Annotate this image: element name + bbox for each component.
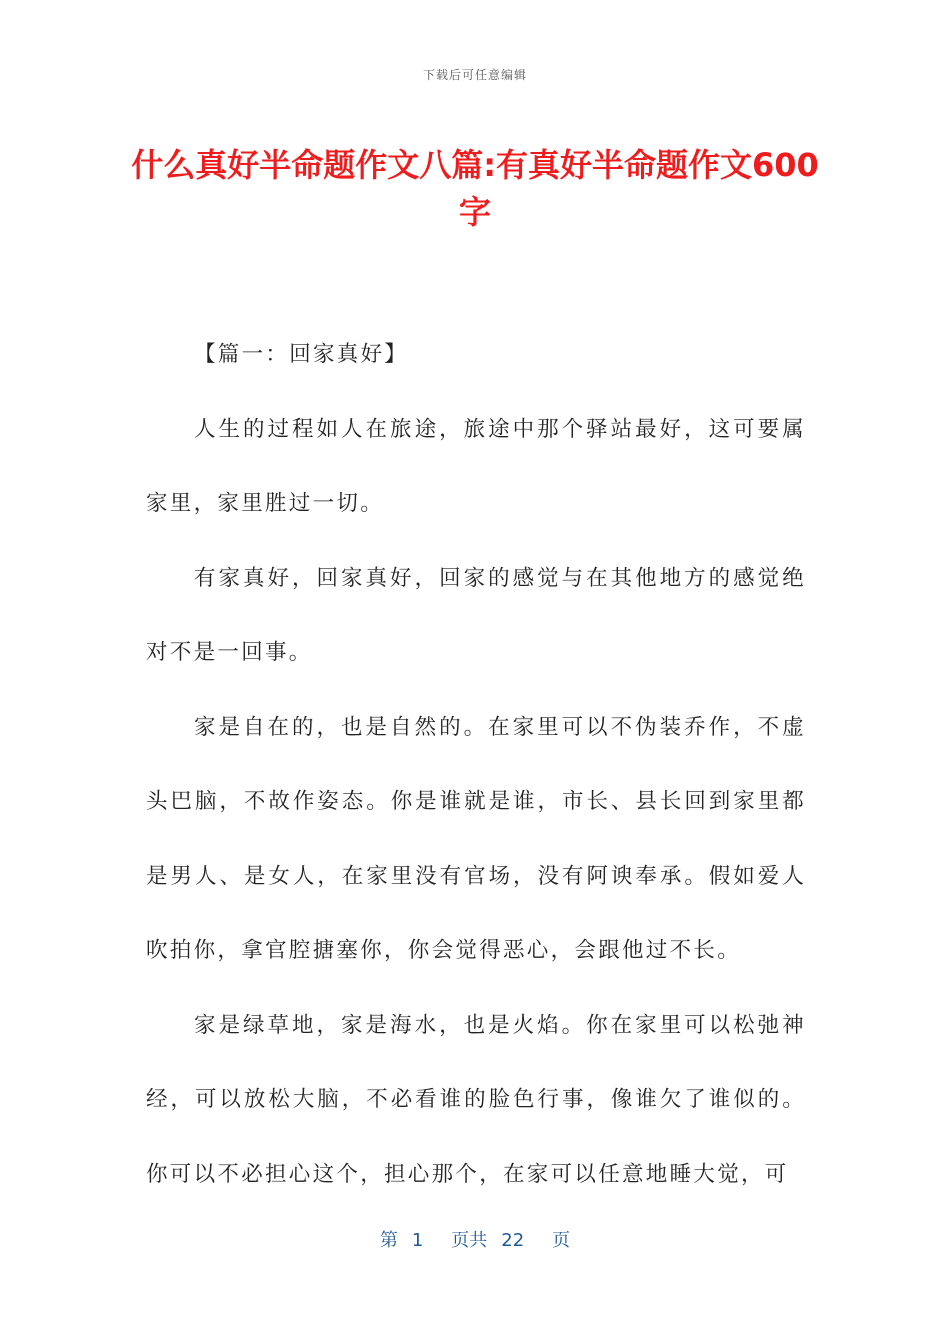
- header-note: 下载后可任意编辑: [422, 68, 527, 82]
- footer-page-number: 1: [411, 1230, 424, 1251]
- paragraph: 人生的过程如人在旅途，旅途中那个驿站最好，这可要属家里，家里胜过一切。: [146, 416, 806, 516]
- paragraph: 家是自在的，也是自然的。在家里可以不伪装乔作，不虚头巴脑，不故作姿态。你是谁就是谁，市长、县长回到家里都是男人、是女人，在家里没有官场，没有阿谀奉承。假如爱人吹拍你，拿官腔搪塞你，你会觉得恶心，会跟他过不长。: [146, 714, 806, 963]
- page-footer: [0, 1226, 950, 1252]
- footer-total-pages: 22: [501, 1230, 525, 1251]
- footer-page-suffix: 页: [552, 1230, 571, 1251]
- paragraph: 家是绿草地，家是海水，也是火焰。你在家里可以松弛神经，可以放松大脑，不必看谁的脸色行事，像谁欠了谁似的。你可以不必担心这个，担心那个，在家可以任意地睡大觉，可: [146, 1012, 806, 1187]
- paragraph: 有家真好，回家真好，回家的感觉与在其他地方的感觉绝对不是一回事。: [146, 565, 806, 665]
- document-title: 什么真好半命题作文八篇:有真好半命题作文600字: [131, 146, 819, 231]
- section-heading: 【篇一：回家真好】: [194, 342, 409, 367]
- document-body: [146, 318, 806, 1212]
- footer-page-prefix: 第: [379, 1230, 398, 1251]
- footer-page-middle: 页共: [451, 1230, 488, 1251]
